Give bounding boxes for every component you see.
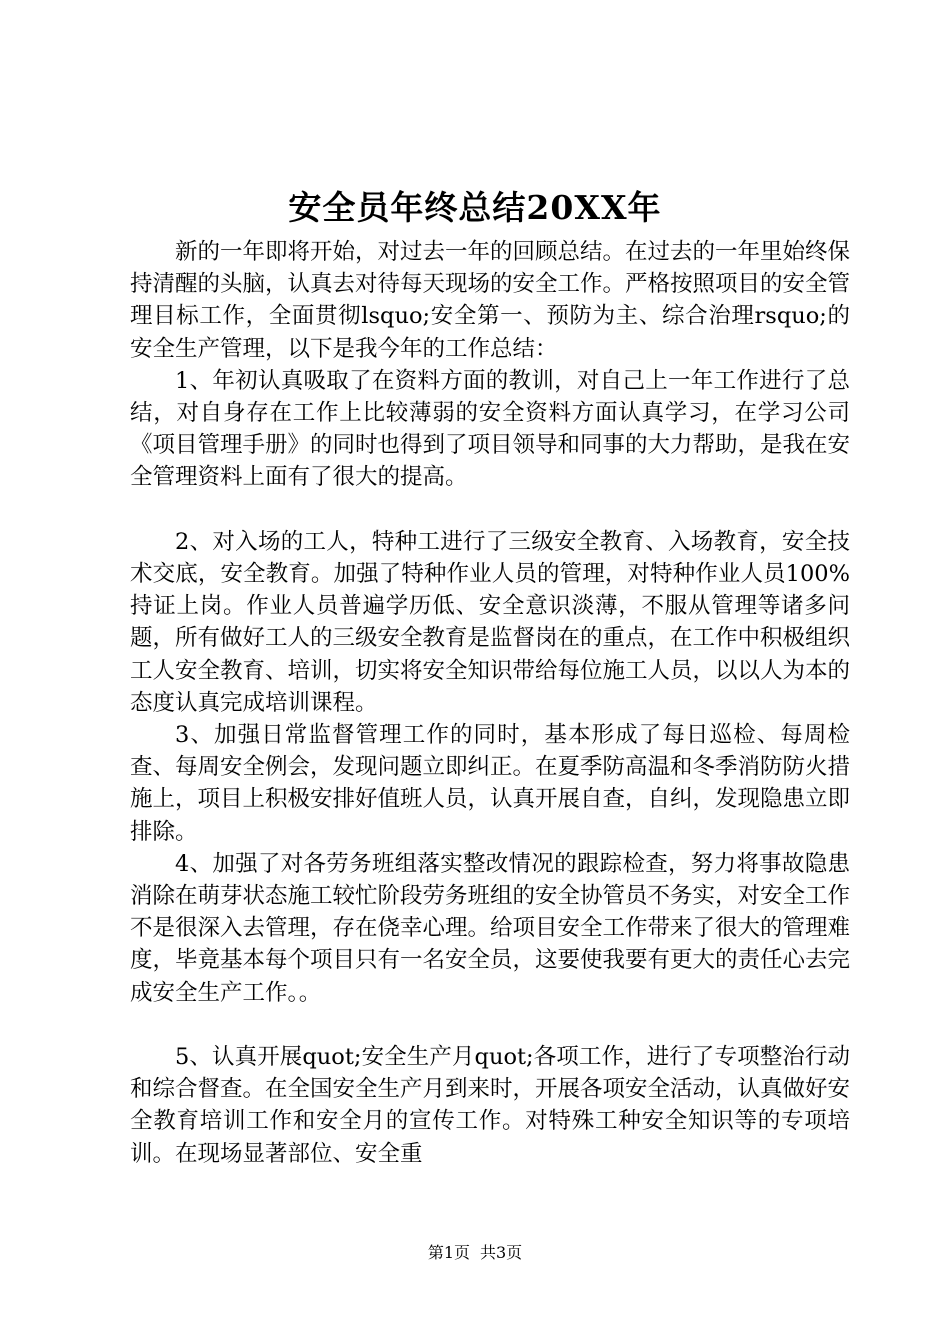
document-body	[130, 236, 850, 1170]
paragraph-intro: 新的一年即将开始，对过去一年的回顾总结。在过去的一年里始终保持清醒的头脑，认真去对待每天现场的安全工作。严格按照项目的安全管理目标工作，全面贯彻lsquo;安全第一、预防为主、综合治理rsquo;的安全生产管理，以下是我今年的工作总结：	[130, 239, 851, 362]
document-title: 安全员年终总结20XX年	[288, 188, 662, 227]
paragraph-item-4: 4、加强了对各劳务班组落实整改情况的跟踪检查，努力将事故隐患消除在萌芽状态施工较忙阶段劳务班组的安全协管员不务实，对安全工作不是很深入去管理，存在侥幸心理。给项目安全工作带来了很大的管理难度，毕竟基本每个项目只有一名安全员，这要使我要有更大的责任心去完成安全生产工作。。	[130, 850, 851, 1006]
paragraph-item-2: 2、对入场的工人，特种工进行了三级安全教育、入场教育，安全技术交底，安全教育。加强了特种作业人员的管理，对特种作业人员100%持证上岗。作业人员普遍学历低、安全意识淡薄，不服从管理等诸多问题，所有做好工人的三级安全教育是监督岗在的重点，在工作中积极组织工人安全教育、培训，切实将安全知识带给每位施工人员，以以人为本的态度认真完成培训课程。	[130, 528, 851, 716]
page-number: 第1页	[427, 1243, 470, 1262]
paragraph-item-1: 1、年初认真吸取了在资料方面的教训，对自己上一年工作进行了总结，对自身存在工作上比较薄弱的安全资料方面认真学习，在学习公司《项目管理手册》的同时也得到了项目领导和同事的大力帮助，是我在安全管理资料上面有了很大的提高。	[130, 367, 851, 491]
paragraph-item-5: 5、认真开展quot;安全生产月quot;各项工作，进行了专项整治行动和综合督查。在全国安全生产月到来时，开展各项安全活动，认真做好安全教育培训工作和安全月的宣传工作。对特殊工种安全知识等的专项培训。在现场显著部位、安全重	[130, 1044, 851, 1167]
page-total: 共3页	[480, 1243, 523, 1262]
paragraph-item-3: 3、加强日常监督管理工作的同时，基本形成了每日巡检、每周检查、每周安全例会，发现问题立即纠正。在夏季防高温和冬季消防防火措施上，项目上积极安排好值班人员，认真开展自查，自纠，发现隐患立即排除。	[130, 722, 851, 845]
page-footer	[0, 1241, 950, 1265]
